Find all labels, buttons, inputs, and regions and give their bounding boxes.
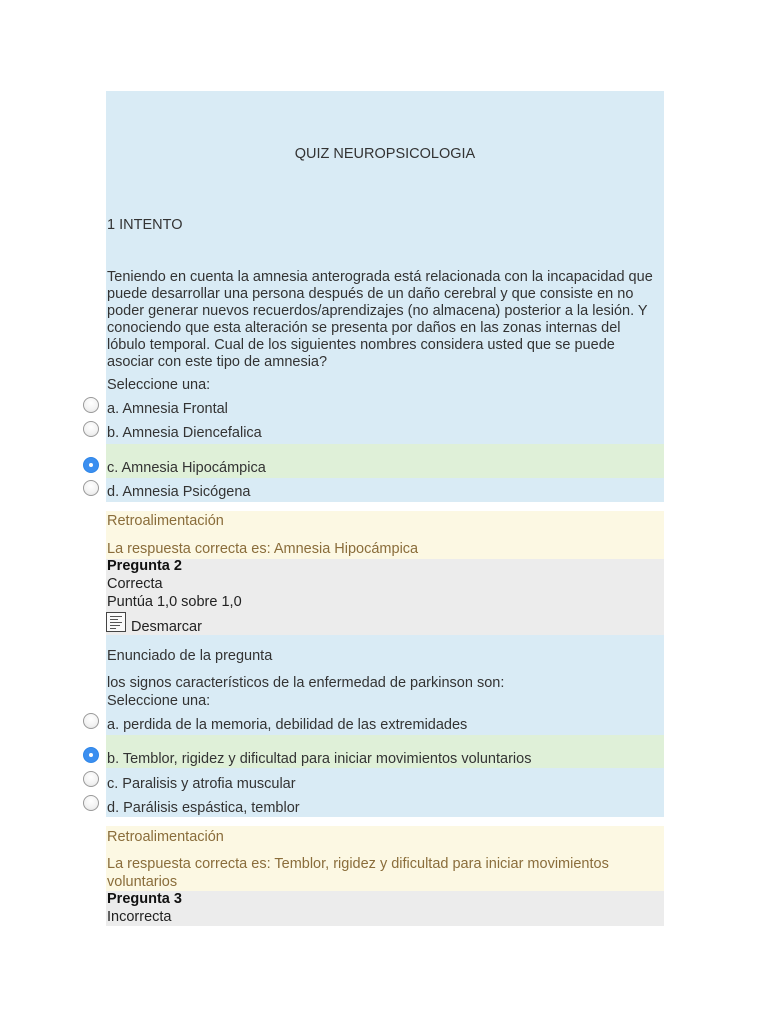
q2-option-b-label[interactable]: b. Temblor, rigidez y dificultad para iniciar movimientos voluntarios bbox=[107, 751, 532, 767]
q1-option-b-label[interactable]: b. Amnesia Diencefalica bbox=[107, 425, 262, 441]
question-2-grade: Puntúa 1,0 sobre 1,0 bbox=[107, 594, 242, 610]
quiz-title: QUIZ NEUROPSICOLOGIA bbox=[294, 146, 476, 162]
q2-option-b-radio-selected[interactable] bbox=[83, 747, 99, 763]
q2-option-c-radio[interactable] bbox=[83, 771, 99, 787]
q1-option-b-radio[interactable] bbox=[83, 421, 99, 437]
q2-option-a-label[interactable]: a. perdida de la memoria, debilidad de las extremidades bbox=[107, 717, 468, 733]
q1-option-c-label[interactable]: c. Amnesia Hipocámpica bbox=[107, 460, 266, 476]
question-2-text: los signos característicos de la enfermedad de parkinson son: bbox=[107, 675, 505, 691]
question-1-prompt: Seleccione una: bbox=[107, 377, 211, 393]
question-3-state: Incorrecta bbox=[107, 909, 172, 925]
question-2-prompt: Seleccione una: bbox=[107, 693, 211, 709]
flag-icon[interactable] bbox=[106, 612, 126, 632]
question-3-number: Pregunta 3 bbox=[107, 891, 182, 907]
q1-option-d-label[interactable]: d. Amnesia Psicógena bbox=[107, 484, 251, 500]
question-2-number: Pregunta 2 bbox=[107, 558, 182, 574]
question-1-text: Teniendo en cuenta la amnesia anterograda está relacionada con la incapacidad que puede desarrollar una persona después de un daño cerebral y que consiste en no poder generar nuevos recuerdos/aprendizajes (no almacena) posterior a la lesión. Y conociendo que esta alteración se presenta por daños en las zonas internas del lóbulo temporal. Cual de los siguientes nombres considera usted que se puede asociar con este tipo de amnesia? bbox=[107, 269, 653, 370]
q1-option-a-label[interactable]: a. Amnesia Frontal bbox=[107, 401, 228, 417]
q1-option-d-radio[interactable] bbox=[83, 480, 99, 496]
q2-feedback-title: Retroalimentación bbox=[107, 829, 224, 845]
q2-option-c-label[interactable]: c. Paralisis y atrofia muscular bbox=[107, 776, 296, 792]
q2-option-a-radio[interactable] bbox=[83, 713, 99, 729]
q2-option-d-radio[interactable] bbox=[83, 795, 99, 811]
attempt-label: 1 INTENTO bbox=[107, 217, 183, 233]
question-2-statement-label: Enunciado de la pregunta bbox=[107, 648, 273, 664]
q2-option-d-label[interactable]: d. Parálisis espástica, temblor bbox=[107, 800, 300, 816]
unflag-link[interactable]: Desmarcar bbox=[131, 619, 202, 635]
question-2-state: Correcta bbox=[107, 576, 163, 592]
q1-feedback-answer: La respuesta correcta es: Amnesia Hipocámpica bbox=[107, 541, 419, 557]
q1-option-a-radio[interactable] bbox=[83, 397, 99, 413]
q1-feedback-title: Retroalimentación bbox=[107, 513, 224, 529]
q1-option-c-radio-selected[interactable] bbox=[83, 457, 99, 473]
q2-feedback-answer: La respuesta correcta es: Temblor, rigidez y dificultad para iniciar movimientos voluntarios bbox=[107, 856, 609, 890]
question-3-info-panel bbox=[106, 891, 664, 926]
